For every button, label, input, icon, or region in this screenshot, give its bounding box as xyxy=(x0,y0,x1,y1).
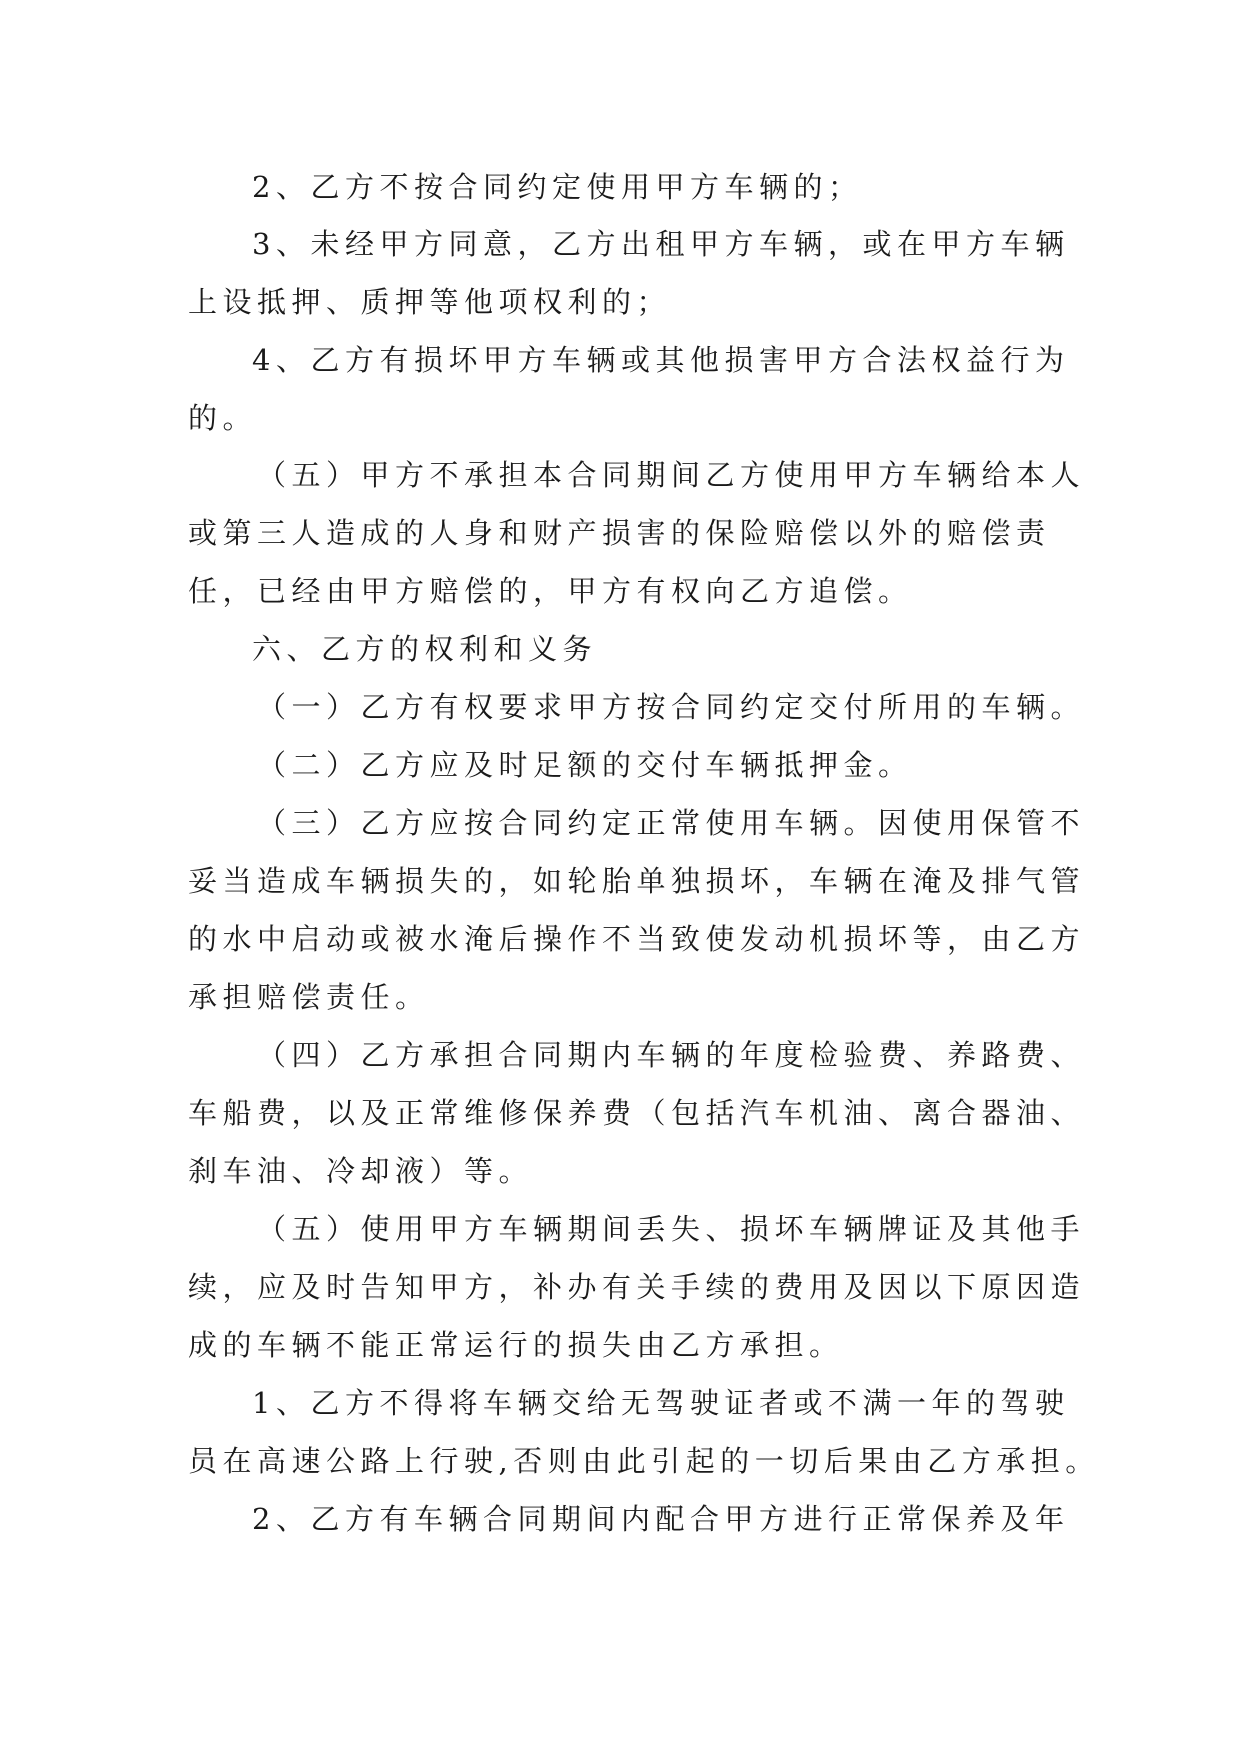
text-line: （四）乙方承担合同期内车辆的年度检验费、养路费、 xyxy=(257,1038,1086,1072)
text-line: 1、乙方不得将车辆交给无驾驶证者或不满一年的驾驶 xyxy=(252,1386,1070,1420)
text-line: 3、未经甲方同意，乙方出租甲方车辆，或在甲方车辆 xyxy=(252,227,1070,261)
text-line: 续，应及时告知甲方，补办有关手续的费用及因以下原因造 xyxy=(188,1270,1086,1304)
text-line: 员在高速公路上行驶,否则由此引起的一切后果由乙方承担。 xyxy=(188,1444,1100,1478)
text-line: （三）乙方应按合同约定正常使用车辆。因使用保管不 xyxy=(257,806,1086,840)
text-line: 任，已经由甲方赔偿的，甲方有权向乙方追偿。 xyxy=(188,574,913,608)
text-line: 上设抵押、质押等他项权利的； xyxy=(188,285,672,319)
text-line: 或第三人造成的人身和财产损害的保险赔偿以外的赔偿责 xyxy=(188,516,1051,550)
text-line: 的。 xyxy=(188,401,258,435)
text-line: （五）使用甲方车辆期间丢失、损坏车辆牌证及其他手 xyxy=(257,1212,1086,1246)
section-heading: 六、乙方的权利和义务 xyxy=(252,632,598,666)
text-line: （五）甲方不承担本合同期间乙方使用甲方车辆给本人 xyxy=(257,458,1086,492)
text-line: 2、乙方不按合同约定使用甲方车辆的； xyxy=(252,170,863,204)
text-line: （一）乙方有权要求甲方按合同约定交付所用的车辆。 xyxy=(257,690,1086,724)
text-line: 车船费，以及正常维修保养费（包括汽车机油、离合器油、 xyxy=(188,1096,1086,1130)
text-line: 承担赔偿责任。 xyxy=(188,980,430,1014)
text-line: 4、乙方有损坏甲方车辆或其他损害甲方合法权益行为 xyxy=(252,343,1070,377)
text-line: 的水中启动或被水淹后操作不当致使发动机损坏等，由乙方 xyxy=(188,922,1086,956)
text-line: 2、乙方有车辆合同期间内配合甲方进行正常保养及年 xyxy=(252,1502,1070,1536)
text-line: 刹车油、冷却液）等。 xyxy=(188,1154,534,1188)
text-line: （二）乙方应及时足额的交付车辆抵押金。 xyxy=(257,748,913,782)
text-line: 成的车辆不能正常运行的损失由乙方承担。 xyxy=(188,1328,844,1362)
text-line: 妥当造成车辆损失的，如轮胎单独损坏，车辆在淹及排气管 xyxy=(188,864,1086,898)
